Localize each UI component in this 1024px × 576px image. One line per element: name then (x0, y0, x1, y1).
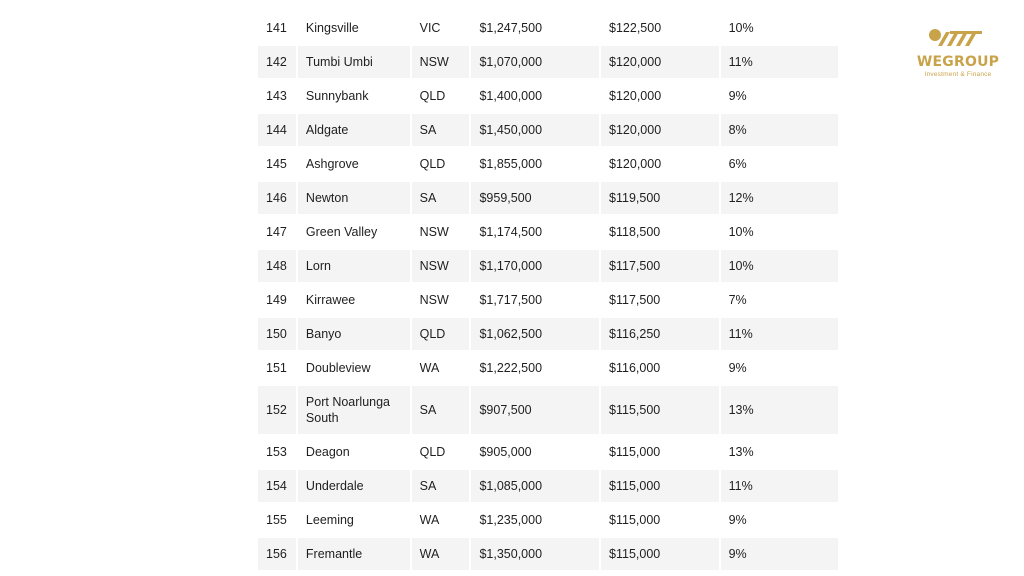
state-cell: SA (412, 470, 470, 502)
suburb-cell: Newton (298, 182, 410, 214)
table-row (258, 80, 838, 112)
state-cell: NSW (419, 225, 449, 239)
median-price-cell: $1,170,000 (471, 250, 599, 282)
median-price-cell: $1,717,500 (479, 293, 543, 307)
suburb-cell: Deagon (305, 445, 350, 459)
price-growth-cell: $115,000 (609, 513, 661, 527)
rank-cell: 146 (258, 182, 296, 214)
growth-percent-cell: 9% (728, 513, 747, 527)
growth-percent-cell: 13% (728, 445, 754, 459)
price-growth-cell: $115,500 (601, 386, 719, 434)
suburb-cell: Green Valley (305, 225, 378, 239)
suburb-cell: Sunnybank (305, 89, 369, 103)
suburb-cell: Doubleview (305, 361, 371, 375)
table-row (258, 386, 838, 434)
growth-percent-cell: 7% (728, 293, 747, 307)
median-price-cell: $1,174,500 (479, 225, 543, 239)
growth-percent-cell: 10% (721, 250, 838, 282)
price-growth-cell: $119,500 (601, 182, 719, 214)
rank-cell: 142 (258, 46, 296, 78)
suburb-cell: Ashgrove (305, 157, 359, 171)
state-cell: NSW (419, 293, 449, 307)
rank-cell: 149 (266, 293, 287, 307)
table-row (258, 436, 838, 468)
growth-percent-cell: 12% (721, 182, 838, 214)
state-cell: QLD (419, 445, 446, 459)
suburb-table-container (256, 10, 840, 572)
median-price-cell: $907,500 (471, 386, 599, 434)
growth-percent-cell: 13% (721, 386, 838, 434)
growth-percent-cell: 10% (728, 225, 754, 239)
suburb-cell: Port Noarlunga South (298, 386, 410, 434)
state-cell: WA (412, 538, 470, 570)
price-growth-cell: $120,000 (601, 46, 719, 78)
table-row (258, 148, 838, 180)
rank-cell: 156 (258, 538, 296, 570)
wegroup-logo-mark-icon (926, 26, 990, 52)
growth-percent-cell: 10% (728, 21, 754, 35)
price-growth-cell: $120,000 (601, 114, 719, 146)
rank-cell: 154 (258, 470, 296, 502)
rank-cell: 155 (266, 513, 287, 527)
median-price-cell: $1,235,000 (479, 513, 543, 527)
table-row (258, 250, 838, 282)
median-price-cell: $1,070,000 (471, 46, 599, 78)
median-price-cell: $1,450,000 (471, 114, 599, 146)
state-cell: SA (412, 386, 470, 434)
suburb-cell: Lorn (298, 250, 410, 282)
median-price-cell: $1,085,000 (471, 470, 599, 502)
suburb-cell: Underdale (298, 470, 410, 502)
suburb-cell: Tumbi Umbi (298, 46, 410, 78)
rank-cell: 147 (266, 225, 287, 239)
logo-name: WEGROUP (916, 54, 1000, 70)
rank-cell: 141 (266, 21, 287, 35)
median-price-cell: $959,500 (471, 182, 599, 214)
growth-percent-cell: 11% (721, 46, 838, 78)
median-price-cell: $905,000 (479, 445, 532, 459)
suburb-cell: Banyo (298, 318, 410, 350)
suburb-cell: Kirrawee (305, 293, 356, 307)
state-cell: SA (412, 114, 470, 146)
rank-cell: 143 (266, 89, 287, 103)
state-cell: QLD (419, 89, 446, 103)
growth-percent-cell: 11% (721, 318, 838, 350)
growth-percent-cell: 9% (728, 89, 747, 103)
table-row (258, 182, 838, 214)
price-growth-cell: $116,000 (609, 361, 661, 375)
logo-tagline: Investment & Finance (924, 71, 992, 78)
suburb-cell: Aldgate (298, 114, 410, 146)
state-cell: SA (412, 182, 470, 214)
rank-cell: 153 (266, 445, 287, 459)
price-growth-cell: $122,500 (609, 21, 662, 35)
table-row (258, 46, 838, 78)
table-row (258, 216, 838, 248)
growth-percent-cell: 9% (721, 538, 838, 570)
table-row (258, 284, 838, 316)
median-price-cell: $1,350,000 (471, 538, 599, 570)
median-price-cell: $1,062,500 (471, 318, 599, 350)
median-price-cell: $1,400,000 (479, 89, 543, 103)
rank-cell: 152 (258, 386, 296, 434)
state-cell: QLD (412, 318, 470, 350)
growth-percent-cell: 11% (721, 470, 838, 502)
suburb-cell: Fremantle (298, 538, 410, 570)
price-growth-cell: $117,500 (601, 250, 719, 282)
price-growth-cell: $115,000 (601, 470, 719, 502)
suburb-table-body (258, 12, 838, 570)
suburb-cell: Kingsville (305, 21, 359, 35)
price-growth-cell: $117,500 (609, 293, 661, 307)
table-row (258, 470, 838, 502)
price-growth-cell: $120,000 (609, 157, 662, 171)
rank-cell: 151 (266, 361, 287, 375)
price-growth-cell: $120,000 (609, 89, 662, 103)
state-cell: WA (419, 513, 440, 527)
table-row (258, 352, 838, 384)
price-growth-cell: $116,250 (601, 318, 719, 350)
table-row (258, 318, 838, 350)
suburb-table (256, 10, 840, 572)
growth-percent-cell: 6% (728, 157, 747, 171)
median-price-cell: $1,247,500 (479, 21, 543, 35)
growth-percent-cell: 8% (721, 114, 838, 146)
table-row (258, 538, 838, 570)
rank-cell: 148 (258, 250, 296, 282)
state-cell: WA (419, 361, 440, 375)
suburb-cell: Leeming (305, 513, 354, 527)
price-growth-cell: $115,000 (609, 445, 661, 459)
state-cell: VIC (419, 21, 441, 35)
state-cell: QLD (419, 157, 446, 171)
price-growth-cell: $115,000 (601, 538, 719, 570)
state-cell: NSW (412, 46, 470, 78)
price-growth-cell: $118,500 (609, 225, 661, 239)
rank-cell: 144 (258, 114, 296, 146)
rank-cell: 150 (258, 318, 296, 350)
state-cell: NSW (412, 250, 470, 282)
median-price-cell: $1,855,000 (479, 157, 543, 171)
table-row (258, 114, 838, 146)
rank-cell: 145 (266, 157, 287, 171)
table-row (258, 504, 838, 536)
table-row (258, 12, 838, 44)
median-price-cell: $1,222,500 (479, 361, 543, 375)
growth-percent-cell: 9% (728, 361, 747, 375)
wegroup-logo (912, 26, 1004, 78)
